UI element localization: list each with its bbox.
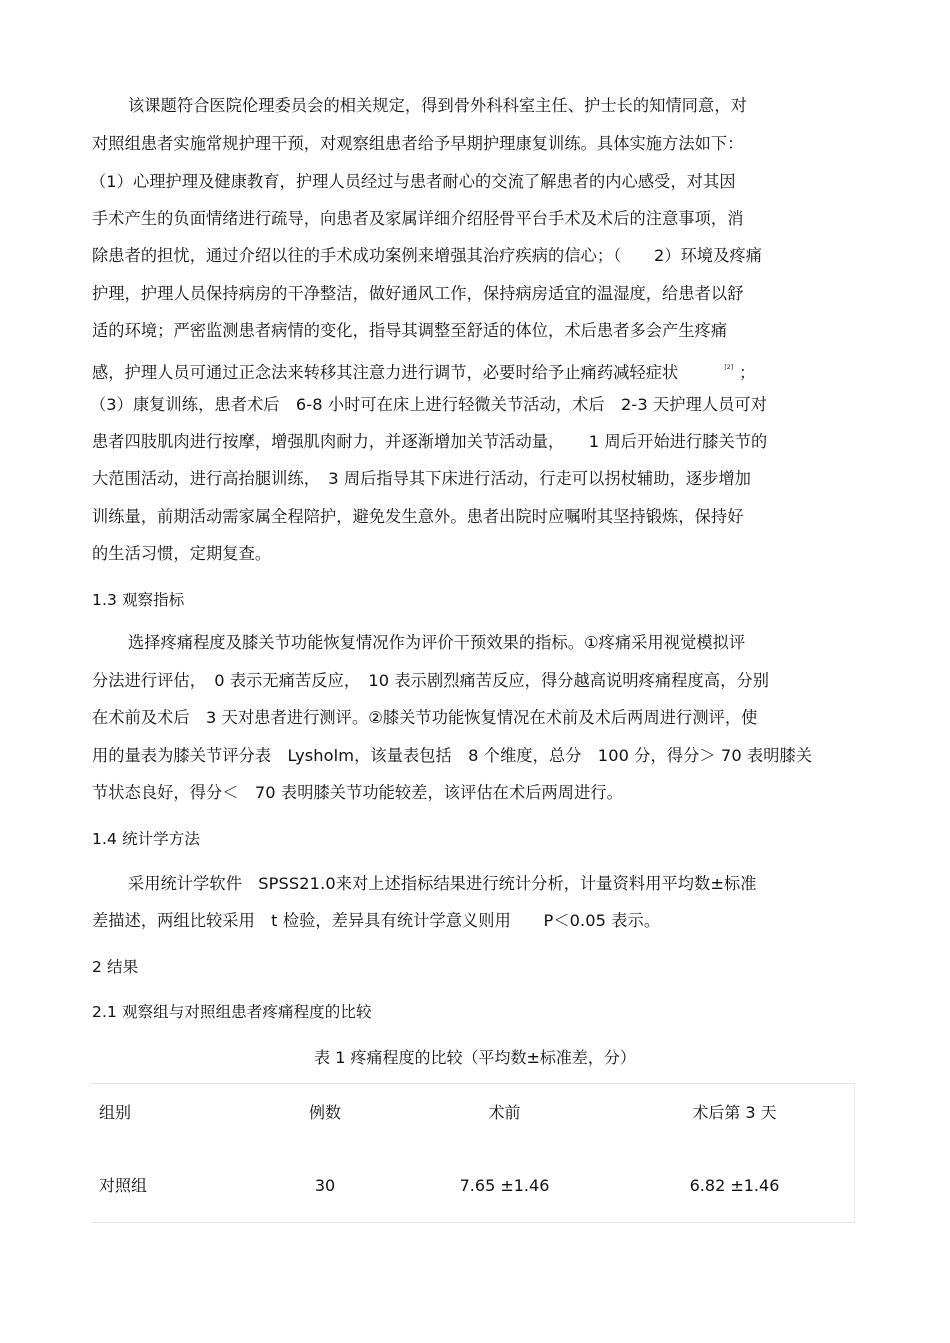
paragraph-line: 在术前及术后 3 天对患者进行测评。②膝关节功能恢复情况在术前及术后两周进行测评，使 — [92, 708, 758, 727]
paragraph-text: ； — [739, 363, 756, 382]
section-heading: 1.4 统计学方法 — [92, 830, 200, 848]
table-header-cell: 例数 — [308, 1103, 341, 1122]
paragraph-line: 节状态良好，得分＜ 70 表明膝关节功能较差，该评估在术后两周进行。 — [92, 783, 623, 802]
paragraph-line: 患者四肢肌肉进行按摩，增强肌肉耐力，并逐渐增加关节活动量， 1 周后开始进行膝关节的 — [92, 432, 768, 451]
paragraph-line: 该课题符合医院伦理委员会的相关规定，得到骨外科科室主任、护士长的知情同意，对 — [128, 96, 747, 115]
paragraph-line: （1）心理护理及健康教育，护理人员经过与患者耐心的交流了解患者的内心感受，对其因 — [90, 172, 736, 191]
section-heading: 1.3 观察指标 — [92, 591, 185, 609]
paragraph-line: 大范围活动，进行高抬腿训练， 3 周后指导其下床进行活动，行走可以拐杖辅助，逐步增加 — [92, 469, 752, 488]
paragraph-line-with-citation — [92, 357, 755, 384]
paragraph-line: 的生活习惯，定期复查。 — [92, 544, 272, 563]
paragraph-line: 护理，护理人员保持病房的干净整洁，做好通风工作，保持病房适宜的温湿度，给患者以舒 — [92, 284, 744, 303]
data-table — [92, 1083, 855, 1223]
table-cell: 7.65 ±1.46 — [459, 1176, 550, 1195]
citation-superscript: [2] — [724, 364, 734, 371]
paragraph-line: 分法进行评估， 0 表示无痛苦反应， 10 表示剧烈痛苦反应，得分越高说明疼痛程度高，分别 — [92, 671, 769, 690]
table-caption: 表 1 疼痛程度的比较（平均数±标准差，分） — [314, 1048, 636, 1067]
paragraph-line: （3）康复训练，患者术后 6-8 小时可在床上进行轻微关节活动，术后 2-3 天护理人员可对 — [90, 395, 768, 414]
paragraph-line: 差描述，两组比较采用 t 检验，差异具有统计学意义则用 P＜0.05 表示。 — [92, 911, 661, 930]
table-header-cell: 术前 — [488, 1103, 521, 1122]
paragraph-line: 适的环境；严密监测患者病情的变化，指导其调整至舒适的体位，术后患者多会产生疼痛 — [92, 321, 728, 340]
section-heading: 2 结果 — [92, 958, 139, 976]
paragraph-line: 采用统计学软件 SPSS21.0来对上述指标结果进行统计分析，计量资料用平均数±标准 — [128, 874, 757, 893]
paragraph-line: 除患者的担忧，通过介绍以往的手术成功案例来增强其治疗疾病的信心；（ 2）环境及疼痛 — [92, 246, 763, 265]
paragraph-line: 用的量表为膝关节评分表 Lysholm，该量表包括 8 个维度，总分 100 分，得分＞ 70 表明膝关 — [92, 746, 813, 765]
paragraph-line: 对照组患者实施常规护理干预，对观察组患者给予早期护理康复训练。具体实施方法如下： — [92, 134, 744, 153]
paragraph-line: 选择疼痛程度及膝关节功能恢复情况作为评价干预效果的指标。①疼痛采用视觉模拟评 — [128, 633, 746, 652]
paragraph-line: 手术产生的负面情绪进行疏导，向患者及家属详细介绍胫骨平台手术及术后的注意事项，消 — [92, 209, 744, 228]
table-header-cell: 组别 — [99, 1103, 132, 1122]
table-cell: 对照组 — [99, 1176, 148, 1195]
paragraph-line: 训练量，前期活动需家属全程陪护，避免发生意外。患者出院时应嘱咐其坚持锻炼，保持好 — [92, 507, 744, 526]
table-cell: 30 — [314, 1176, 336, 1195]
section-heading: 2.1 观察组与对照组患者疼痛程度的比较 — [92, 1003, 372, 1021]
table-cell: 6.82 ±1.46 — [689, 1176, 780, 1195]
paragraph-text: 感，护理人员可通过正念法来转移其注意力进行调节，必要时给予止痛药减轻症状 — [92, 363, 679, 382]
table-header-cell: 术后第 3 天 — [692, 1103, 777, 1122]
